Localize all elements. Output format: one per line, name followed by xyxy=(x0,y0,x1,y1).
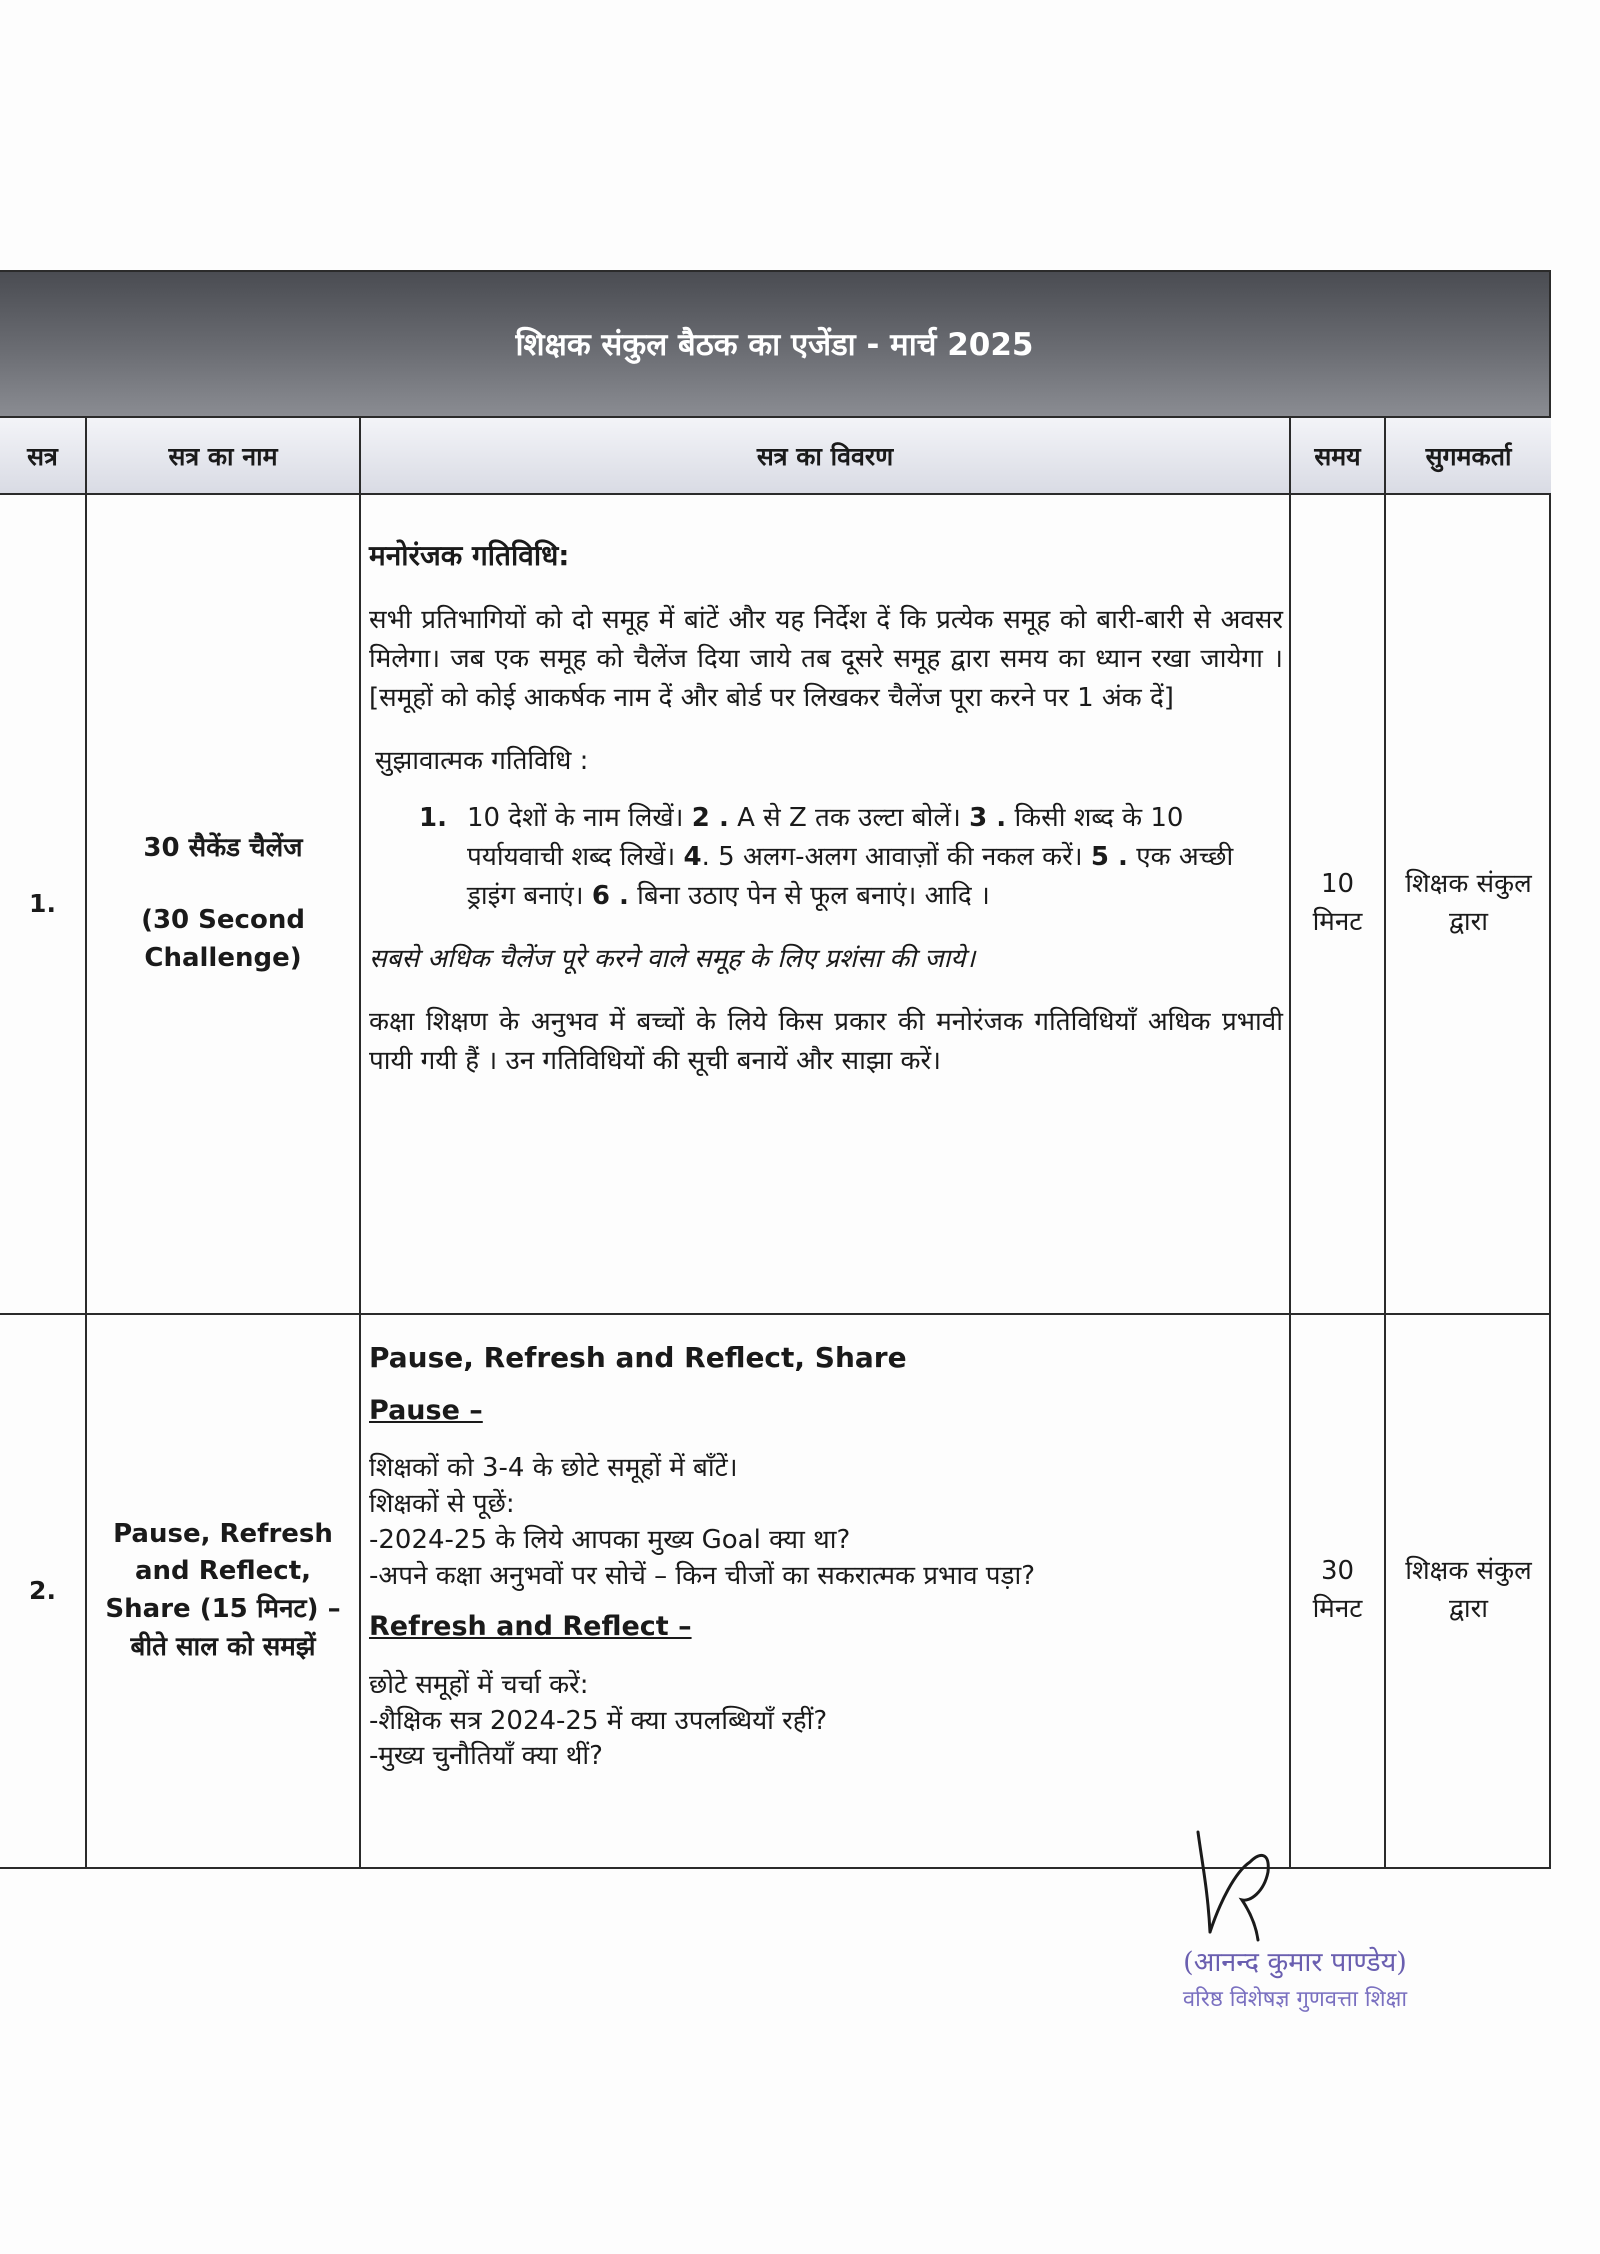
activity-4-number: 4 xyxy=(683,842,702,872)
agenda-title: शिक्षक संकुल बैठक का एजेंडा - मार्च 2025 xyxy=(0,272,1549,418)
session-facilitator xyxy=(1385,494,1551,1314)
session-name xyxy=(86,1314,360,1867)
activity-3: किसी शब्द के 10 पर्यायवाची शब्द लिखें। xyxy=(467,803,1184,872)
session-number: 1. xyxy=(0,494,86,1314)
list-item xyxy=(419,799,1283,916)
activity-1: 10 देशों के नाम लिखें। xyxy=(467,803,684,833)
details-paragraph: कक्षा शिक्षण के अनुभव में बच्चों के लिये किस प्रकार की मनोरंजक गतिविधियाँ अधिक प्रभावी पायी गयी हैं । उन गतिविधियों की सूची बनायें और साझा करें। xyxy=(369,1007,1283,1076)
agenda-grid xyxy=(0,418,1551,1867)
activity-6-number: 6 . xyxy=(591,881,629,911)
time-value: 10 xyxy=(1320,869,1355,900)
time-unit: मिनट xyxy=(1312,907,1363,937)
time-value: 30 xyxy=(1320,1556,1355,1587)
facilitator-name: शिक्षक संकुल xyxy=(1405,869,1532,900)
list-text xyxy=(419,799,1283,916)
activity-5-number: 5 . xyxy=(1090,842,1128,872)
details-heading: मनोरंजक गतिविधि: xyxy=(369,539,570,572)
header-row xyxy=(0,418,1551,494)
details-line: -मुख्य चुनौतियाँ क्या थीं? xyxy=(369,1741,603,1772)
session-name xyxy=(86,494,360,1314)
activity-2: A से Z तक उल्टा बोलें। xyxy=(737,803,961,833)
activity-2-number: 2 . xyxy=(691,803,729,833)
session-details xyxy=(360,494,1290,1314)
details-line: शिक्षकों को 3-4 के छोटे समूहों में बाँटें। xyxy=(369,1452,738,1483)
time-unit: मिनट xyxy=(1312,1594,1363,1624)
agenda-table xyxy=(0,270,1551,1869)
details-paragraph: सभी प्रतिभागियों को दो समूह में बांटें और यह निर्देश दें कि प्रत्येक समूह को बारी-बारी से अवसर मिलेगा। जब एक समूह को चैलेंज दिया जाये तब दूसरे समूह द्वारा समय का ध्यान रखा जायेगा । [समूहों को कोई आकर्षक नाम दें और बोर्ड पर लिखकर चैलेंज पूरा करने पर 1 अंक दें] xyxy=(369,605,1283,713)
session-time xyxy=(1290,494,1385,1314)
list-number: 1. xyxy=(419,803,447,833)
details-line: छोटे समूहों में चर्चा करें: xyxy=(369,1669,589,1700)
session-name-line: Pause, Refresh xyxy=(113,1518,333,1549)
signatory-name: (आनन्द कुमार पाण्डेय) xyxy=(1183,1947,1407,1978)
facilitator-suffix: द्वारा xyxy=(1448,1594,1489,1624)
details-line: शिक्षकों से पूछें: xyxy=(369,1488,515,1519)
session-name-line: बीते साल को समझें xyxy=(130,1631,316,1662)
activity-list xyxy=(369,799,1283,916)
table-row xyxy=(0,494,1551,1314)
session-time xyxy=(1290,1314,1385,1867)
session-number: 2. xyxy=(0,1314,86,1867)
signature-mark xyxy=(1180,1822,1300,1942)
header-time: समय xyxy=(1290,418,1385,494)
header-session: सत्र xyxy=(0,418,86,494)
session-name-line: Share (15 मिनट) – xyxy=(105,1594,341,1624)
session-name-line: and Reflect, xyxy=(135,1556,311,1587)
session-name-english: (30 Second Challenge) xyxy=(141,905,305,973)
facilitator-name: शिक्षक संकुल xyxy=(1405,1556,1532,1587)
activity-4: . 5 अलग-अलग आवाज़ों की नकल करें। xyxy=(701,842,1083,872)
details-line: -अपने कक्षा अनुभवों पर सोचें – किन चीजों का सकरात्मक प्रभाव पड़ा? xyxy=(369,1560,1035,1591)
session-facilitator xyxy=(1385,1314,1551,1867)
details-line: -2024-25 के लिये आपका मुख्य Goal क्या था? xyxy=(369,1524,851,1555)
facilitator-suffix: द्वारा xyxy=(1448,907,1489,937)
pause-heading: Pause – xyxy=(369,1394,483,1426)
details-line: -शैक्षिक सत्र 2024-25 में क्या उपलब्धियाँ रहीं? xyxy=(369,1705,828,1736)
header-facilitator: सुगमकर्ता xyxy=(1385,418,1551,494)
activity-5: एक अच्छी ड्राइंग बनाएं। xyxy=(467,842,1234,911)
details-heading: Pause, Refresh and Reflect, Share xyxy=(369,1341,907,1374)
session-details xyxy=(360,1314,1290,1867)
session-name-hindi: 30 सैकेंड चैलेंज xyxy=(143,833,303,864)
activity-3-number: 3 . xyxy=(969,803,1007,833)
praise-note: सबसे अधिक चैलेंज पूरे करने वाले समूह के लिए प्रशंसा की जाये। xyxy=(369,944,976,974)
signatory-designation: वरिष्ठ विशेषज्ञ गुणवत्ता शिक्षा xyxy=(1182,1987,1408,2012)
reflect-heading: Refresh and Reflect – xyxy=(369,1611,692,1643)
header-session-name: सत्र का नाम xyxy=(86,418,360,494)
activity-6: बिना उठाए पेन से फूल बनाएं। आदि । xyxy=(637,881,990,911)
header-session-details: सत्र का विवरण xyxy=(360,418,1290,494)
table-row xyxy=(0,1314,1551,1867)
details-subheading: सुझावात्मक गतिविधि : xyxy=(375,746,589,776)
